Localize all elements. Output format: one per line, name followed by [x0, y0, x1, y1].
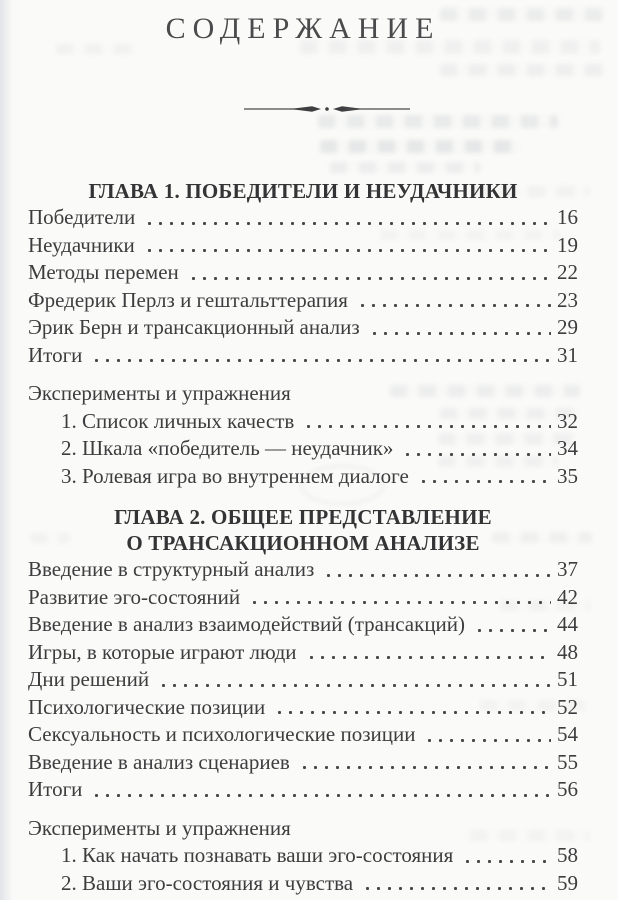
exercises-title: Эксперименты и упражнения: [28, 815, 291, 840]
toc-entry-label: 1. Как начать познавать ваши эго-состояния: [61, 843, 454, 867]
toc-entry: [28, 232, 578, 260]
dot-leader: [362, 870, 551, 898]
toc-entry: [28, 639, 578, 667]
chapter-heading: [28, 504, 578, 556]
toc-entry-page: 55: [557, 749, 578, 774]
toc-entry-label: Победители: [28, 205, 136, 229]
toc-entry-page: 51: [557, 667, 578, 691]
dot-leader: [306, 639, 551, 667]
toc-entry-page: 29: [557, 315, 578, 339]
toc-entry: [28, 776, 578, 804]
toc-entry-label: 3. Ролевая игра во внутреннем диалоге: [61, 463, 409, 488]
toc-section: [28, 504, 578, 897]
toc-entry: [28, 435, 578, 463]
toc-entry-page: 58: [557, 843, 578, 867]
toc-entry-page: 22: [557, 260, 578, 284]
toc-entry: [28, 842, 578, 870]
toc-entry-page: 35: [557, 463, 578, 488]
toc-entry-label: Введение в анализ сценариев: [28, 749, 290, 774]
toc-entry: [28, 666, 578, 694]
toc-entry-page: 44: [557, 612, 578, 636]
dot-leader: [91, 776, 551, 804]
page-title: СОДЕРЖАНИЕ: [165, 12, 441, 45]
toc-entry-page: 19: [557, 232, 578, 257]
dot-leader: [158, 666, 551, 694]
exercises-entries: [28, 408, 578, 491]
toc-entry: [28, 556, 578, 584]
dot-leader: [91, 342, 551, 370]
dot-leader: [188, 259, 551, 287]
toc-entry-page: 16: [557, 205, 578, 229]
toc: [28, 178, 578, 897]
toc-entry-label: Дни решений: [28, 667, 150, 691]
toc-entry: [28, 694, 578, 722]
chapter-heading-line: ГЛАВА 2. ОБЩЕЕ ПРЕДСТАВЛЕНИЕ: [114, 505, 492, 529]
dot-leader: [462, 842, 551, 870]
toc-entry-page: 52: [557, 694, 578, 719]
chapter-entries: [28, 204, 578, 369]
toc-entry-page: 59: [557, 870, 578, 895]
toc-entry-page: 31: [557, 342, 578, 367]
toc-entry: [28, 342, 578, 370]
toc-entry-page: 34: [557, 436, 578, 460]
chapter-entries: [28, 556, 578, 804]
dot-leader: [357, 287, 551, 315]
dot-leader: [249, 584, 551, 612]
toc-entry-label: 1. Список личных качеств: [61, 408, 295, 433]
toc-entry-label: Введение в анализ взаимодействий (трансакций): [28, 612, 466, 636]
toc-entry: [28, 204, 578, 232]
toc-entry-page: 32: [557, 408, 578, 433]
page-left-edge-shadow: [0, 0, 13, 900]
toc-entry: [28, 259, 578, 287]
toc-entry: [28, 584, 578, 612]
dot-leader: [323, 556, 551, 584]
toc-entry-label: Эрик Берн и трансакционный анализ: [28, 315, 360, 339]
dot-leader: [402, 435, 551, 463]
toc-entry-label: Развитие эго-состояний: [28, 584, 241, 609]
toc-entry-label: Фредерик Перлз и гештальттерапия: [28, 287, 348, 312]
dot-leader: [418, 463, 551, 491]
chapter-heading: [28, 178, 578, 204]
toc-entry-label: Сексуальность и психологические позиции: [28, 722, 416, 746]
dot-leader: [424, 721, 551, 749]
toc-entry-page: 23: [557, 287, 578, 312]
toc-entry-page: 37: [557, 557, 578, 581]
toc-content: [28, 0, 578, 897]
toc-entry-label: Психологические позиции: [28, 694, 266, 719]
toc-entry-label: 2. Шкала «победитель — неудачник»: [61, 436, 394, 460]
toc-entry-label: Игры, в которые играют люди: [28, 639, 297, 664]
toc-entry-label: Введение в структурный анализ: [28, 557, 315, 581]
chapter-heading-line: О ТРАНСАКЦИОННОМ АНАЛИЗЕ: [126, 531, 480, 555]
toc-entry-label: Итоги: [28, 342, 83, 367]
toc-entry: [28, 408, 578, 436]
toc-entry-page: 54: [557, 722, 578, 746]
dot-leader: [303, 408, 551, 436]
toc-section: [28, 178, 578, 490]
dot-leader: [369, 314, 551, 342]
chapter-heading-line: ГЛАВА 1. ПОБЕДИТЕЛИ И НЕУДАЧНИКИ: [88, 179, 518, 203]
toc-entry: [28, 287, 578, 315]
section-divider: [52, 102, 602, 116]
toc-entry-page: 56: [557, 777, 578, 801]
toc-entry-label: Неудачники: [28, 232, 135, 257]
toc-entry: [28, 611, 578, 639]
toc-entry-page: 48: [557, 639, 578, 664]
toc-entry: [28, 463, 578, 491]
toc-entry: [28, 314, 578, 342]
divider-ornament-icon: [242, 102, 412, 116]
dot-leader: [144, 204, 551, 232]
exercises-title: Эксперименты и упражнения: [28, 381, 291, 405]
dot-leader: [274, 694, 551, 722]
dot-leader: [144, 232, 551, 260]
toc-entry: [28, 721, 578, 749]
toc-entry-page: 42: [557, 584, 578, 609]
toc-entry-label: Итоги: [28, 777, 83, 801]
toc-entry-label: 2. Ваши эго-состояния и чувства: [61, 870, 354, 895]
exercises-entries: [28, 842, 578, 897]
toc-entry: [28, 749, 578, 777]
toc-entry: [28, 870, 578, 898]
toc-entry-label: Методы перемен: [28, 260, 179, 284]
dot-leader: [299, 749, 551, 777]
dot-leader: [474, 611, 551, 639]
